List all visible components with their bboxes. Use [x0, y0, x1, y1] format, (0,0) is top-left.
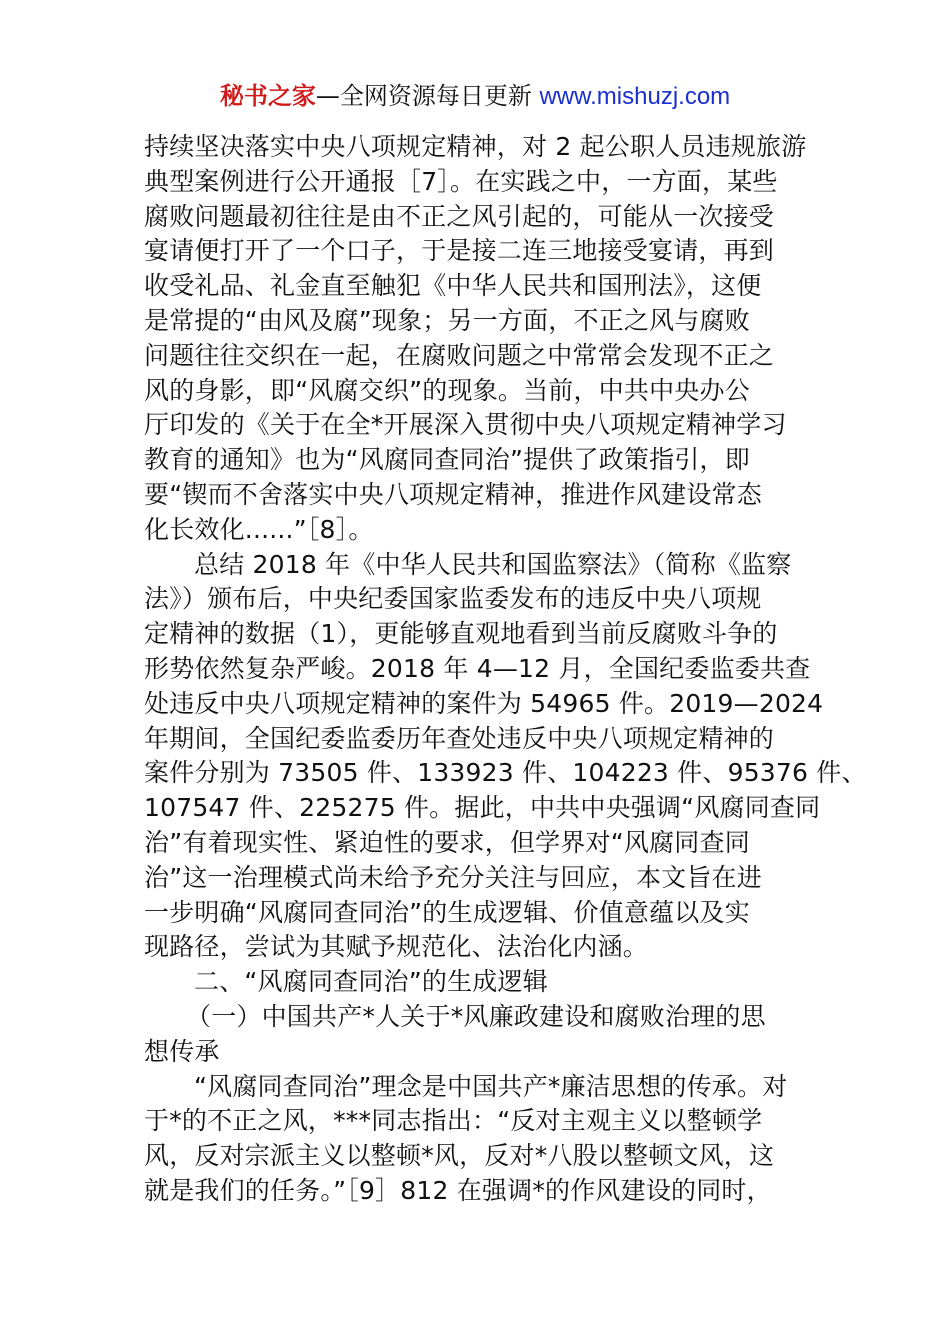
site-tagline: —全网资源每日更新 — [315, 82, 540, 110]
subsection-heading-continued: 想传承 — [144, 1036, 220, 1066]
text-line: 案件分别为 73505 件、133923 件、104223 件、95376 件、 — [144, 758, 867, 788]
text-line: 是常提的“由风及腐”现象；另一方面，不正之风与腐败 — [144, 305, 750, 335]
text-line: 定精神的数据（1），更能够直观地看到当前反腐败斗争的 — [144, 619, 778, 649]
text-line: 现路径，尝试为其赋予规范化、法治化内涵。 — [144, 932, 649, 962]
text-line: 厅印发的《关于在全*开展深入贯彻中央八项规定精神学习 — [144, 410, 787, 440]
text-line: 法》）颁布后，中央纪委国家监委发布的违反中央八项规 — [144, 584, 762, 614]
site-brand: 秘书之家 — [219, 82, 316, 110]
document-body — [144, 130, 867, 1209]
text-line: 教育的通知》也为“风腐同查同治”提供了政策指引，即 — [144, 445, 750, 475]
site-header — [0, 80, 950, 113]
text-line: 风，反对宗派主义以整顿*风，反对*八股以整顿文风，这 — [144, 1141, 775, 1171]
subsection-heading: （一）中国共产*人关于*风廉政建设和腐败治理的思 — [186, 1001, 766, 1031]
text-line: 就是我们的任务。”［9］812 在强调*的作风建设的同时， — [144, 1175, 772, 1205]
site-url-link[interactable]: www.mishuzj.com — [539, 83, 731, 110]
text-line: 一步明确“风腐同查同治”的生成逻辑、价值意蕴以及实 — [144, 897, 750, 927]
text-line: 治”有着现实性、紧迫性的要求，但学界对“风腐同查同 — [144, 827, 750, 857]
text-line: 持续坚决落实中央八项规定精神，对 2 起公职人员违规旅游 — [144, 132, 807, 161]
text-line: 要“锲而不舍落实中央八项规定精神，推进作风建设常态 — [144, 479, 762, 509]
paragraph-start-line: 总结 2018 年《中华人民共和国监察法》（简称《监察 — [194, 549, 792, 579]
text-line: 处违反中央八项规定精神的案件为 54965 件。2019—2024 — [144, 688, 824, 718]
text-line: 宴请便打开了一个口子，于是接二连三地接受宴请，再到 — [144, 236, 775, 266]
text-line: 化长效化......”［8］。 — [144, 514, 374, 544]
text-line: 腐败问题最初往往是由不正之风引起的，可能从一次接受 — [144, 201, 775, 231]
text-line: 107547 件、225275 件。据此，中共中央强调“风腐同查同 — [144, 793, 821, 823]
section-heading: 二、“风腐同查同治”的生成逻辑 — [194, 967, 548, 997]
paragraph-start-line: “风腐同查同治”理念是中国共产*廉洁思想的传承。对 — [194, 1071, 788, 1101]
text-line: 年期间，全国纪委监委历年查处违反中央八项规定精神的 — [144, 723, 775, 753]
text-line: 治”这一治理模式尚未给予充分关注与回应，本文旨在进 — [144, 862, 762, 892]
text-line: 问题往往交织在一起，在腐败问题之中常常会发现不正之 — [144, 340, 775, 370]
text-line: 典型案例进行公开通报［7］。在实践之中，一方面，某些 — [144, 166, 778, 196]
text-line: 收受礼品、礼金直至触犯《中华人民共和国刑法》，这便 — [144, 271, 762, 301]
text-line: 形势依然复杂严峻。2018 年 4—12 月，全国纪委监委共查 — [144, 653, 811, 683]
text-line: 风的身影，即“风腐交织”的现象。当前，中共中央办公 — [144, 375, 750, 405]
text-line: 于*的不正之风，***同志指出：“反对主观主义以整顿学 — [144, 1106, 763, 1136]
